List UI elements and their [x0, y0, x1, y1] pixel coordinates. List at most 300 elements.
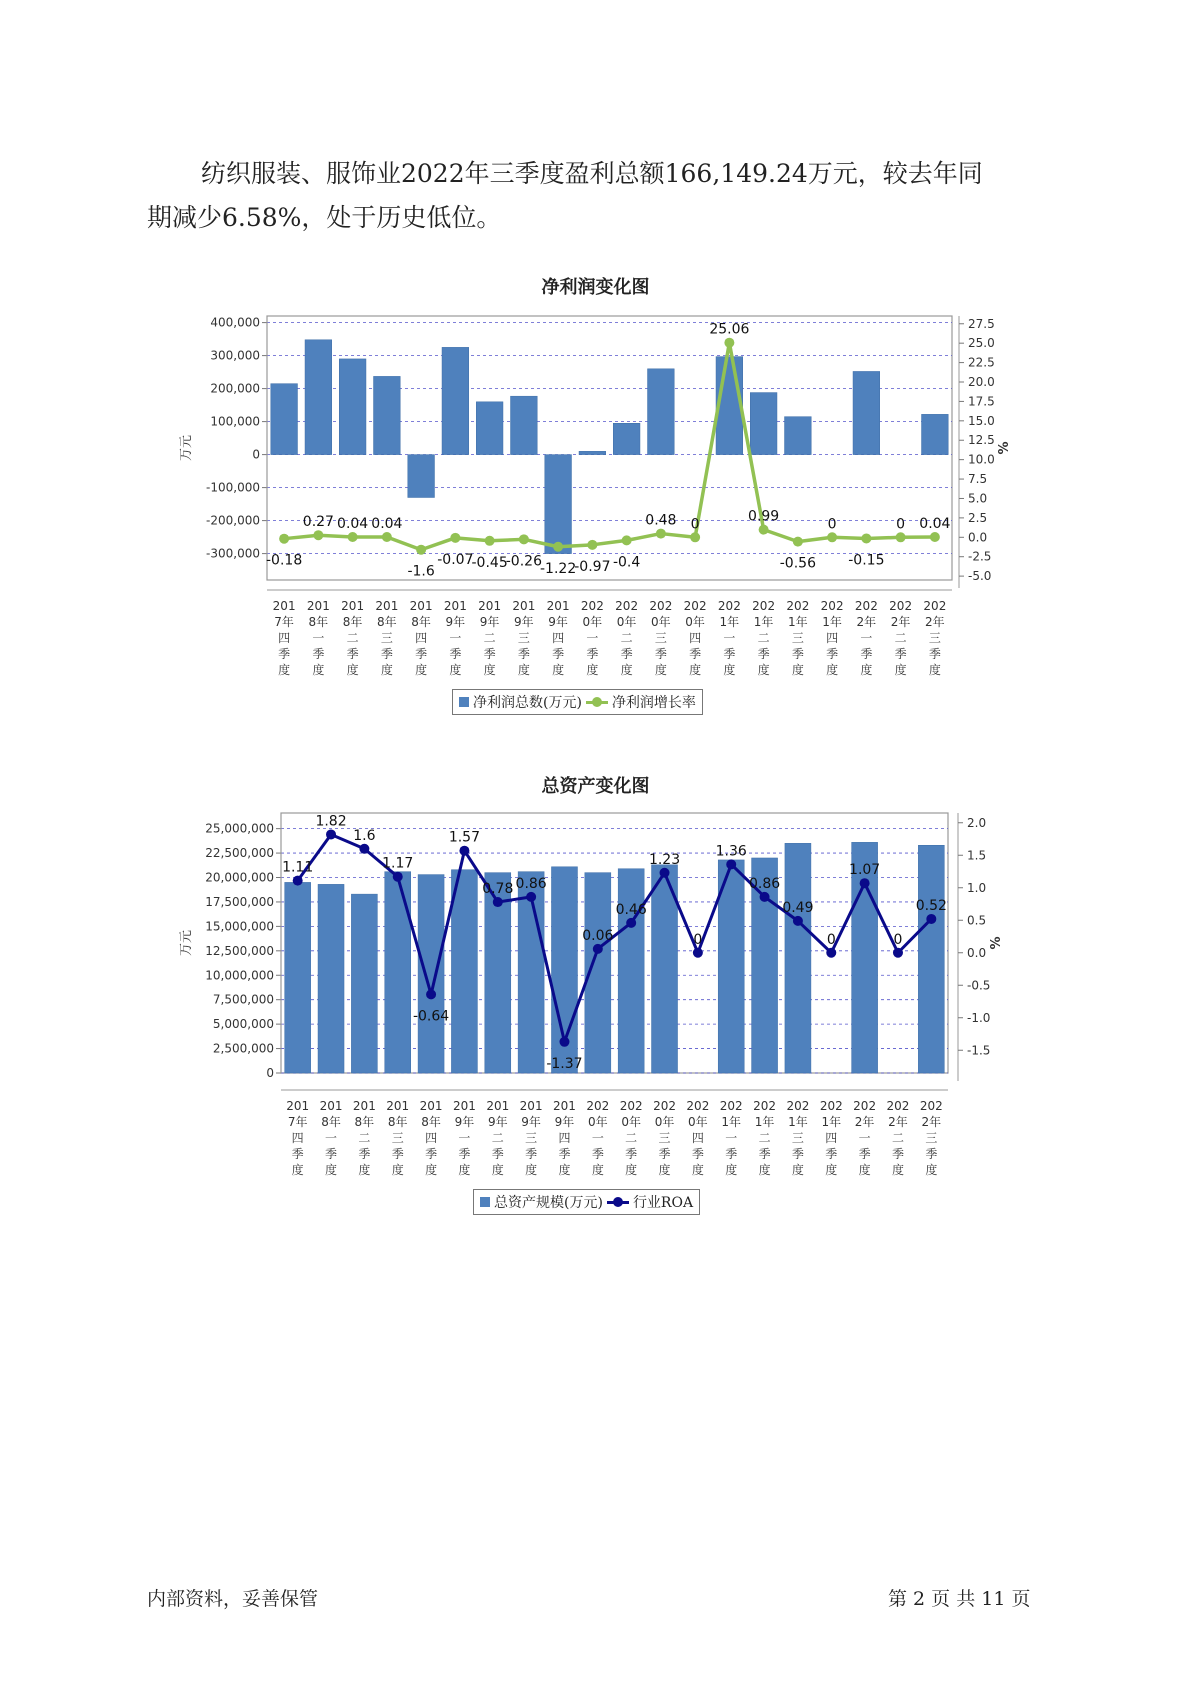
y-tick-label: 0	[252, 447, 260, 462]
legend-line-swatch	[607, 1197, 629, 1207]
x-tick-label: 201	[319, 1099, 343, 1113]
bar	[785, 417, 812, 455]
series-point	[519, 534, 529, 544]
y2-tick-label: 2.5	[968, 510, 988, 525]
x-tick-label: 二	[894, 631, 907, 645]
x-tick-label: 季	[791, 647, 804, 661]
x-tick-label: 度	[725, 1163, 738, 1177]
x-tick-label: 季	[860, 647, 873, 661]
x-tick-label: 8年	[342, 615, 363, 629]
x-tick-label: 8年	[354, 1115, 375, 1129]
data-label: 1.17	[382, 855, 414, 872]
data-label: 0	[693, 931, 703, 948]
bar	[385, 872, 411, 1073]
footer-confidential: 内部资料，妥善保管	[147, 1588, 319, 1610]
x-tick-label: 202	[786, 599, 810, 613]
x-tick-label: 季	[491, 1147, 504, 1161]
data-label: 0.04	[337, 515, 369, 532]
x-tick-label: 度	[654, 663, 667, 677]
x-tick-label: 0年	[621, 1115, 641, 1129]
series-point	[393, 872, 403, 882]
x-tick-label: 三	[791, 631, 804, 645]
x-tick-label: 度	[689, 663, 702, 677]
legend-line-label: 行业ROA	[632, 1195, 694, 1211]
y2-tick-label: 12.5	[968, 433, 995, 448]
series-point	[826, 948, 836, 958]
series-point	[313, 530, 323, 540]
x-tick-label: 季	[689, 647, 702, 661]
series-point	[861, 533, 871, 543]
chart1-legend	[452, 689, 703, 715]
x-tick-label: 度	[591, 1163, 604, 1177]
series-point	[693, 948, 703, 958]
x-tick-label: 202	[653, 1099, 676, 1113]
x-tick-label: 四	[291, 1131, 304, 1145]
x-tick-label: 季	[654, 647, 667, 661]
x-tick-label: 季	[278, 647, 291, 661]
x-tick-label: 度	[791, 1163, 804, 1177]
series-point	[726, 859, 736, 869]
x-tick-label: 2年	[925, 615, 945, 629]
x-tick-label: 202	[649, 599, 673, 613]
y2-tick-label: 20.0	[968, 375, 995, 389]
x-tick-label: 度	[415, 663, 428, 677]
x-tick-label: 季	[691, 1147, 704, 1161]
x-tick-label: 四	[552, 631, 565, 645]
data-label: 1.07	[849, 862, 881, 879]
data-label: 1.57	[448, 829, 481, 846]
x-tick-label: 202	[717, 599, 741, 613]
x-tick-label: 季	[791, 1147, 804, 1161]
x-tick-label: 四	[415, 631, 428, 645]
x-tick-label: 三	[654, 631, 667, 645]
x-tick-label: 度	[517, 663, 530, 677]
series-point	[382, 532, 392, 542]
x-tick-label: 1年	[788, 1115, 808, 1129]
x-tick-label: 2年	[856, 615, 877, 629]
x-tick-label: 8年	[308, 615, 329, 629]
footer-page-number: 第 2 页 共 11 页	[888, 1588, 1031, 1610]
x-tick-label: 202	[853, 1099, 877, 1113]
bar	[442, 347, 469, 454]
x-tick-label: 度	[278, 663, 291, 677]
series-point	[926, 914, 936, 924]
x-tick-label: 一	[723, 631, 736, 645]
x-tick-label: 0年	[588, 1115, 608, 1129]
x-tick-label: 8年	[321, 1115, 341, 1129]
y-tick-label: 100,000	[210, 414, 260, 429]
x-tick-label: 9年	[548, 615, 568, 629]
data-label: -0.97	[574, 558, 611, 575]
bar	[476, 402, 503, 455]
x-tick-label: 201	[272, 599, 296, 613]
plot-area	[281, 813, 948, 1073]
x-tick-label: 季	[358, 1147, 371, 1161]
x-tick-label: 四	[691, 1131, 704, 1145]
summary-line-2: 期减少6.58%，处于历史低位。	[147, 203, 502, 232]
y2-tick-label: 22.5	[968, 355, 995, 370]
x-tick-label: 0年	[651, 615, 671, 629]
x-tick-label: 二	[758, 1131, 771, 1145]
x-tick-label: 201	[546, 599, 570, 613]
x-tick-label: 201	[443, 599, 467, 613]
y-tick-label: 22,500,000	[205, 846, 274, 861]
x-tick-label: 季	[658, 1147, 671, 1161]
chart2-legend	[473, 1189, 700, 1215]
x-tick-label: 三	[517, 631, 530, 645]
data-label: 0.04	[919, 515, 951, 532]
x-tick-label: 202	[919, 1099, 943, 1113]
x-tick-label: 度	[620, 663, 633, 677]
x-tick-label: 季	[325, 1147, 338, 1161]
y-tick-label: -200,000	[206, 513, 260, 528]
y-tick-label: 7,500,000	[212, 992, 274, 1007]
x-tick-label: 四	[689, 631, 702, 645]
data-label: 0.99	[748, 508, 780, 525]
x-tick-label: 9年	[487, 1115, 508, 1129]
x-tick-label: 度	[291, 1163, 304, 1177]
data-label: -0.07	[437, 551, 474, 568]
x-tick-label: 201	[352, 1099, 376, 1113]
x-tick-label: 度	[312, 663, 325, 677]
data-label: 0	[896, 516, 906, 533]
x-tick-label: 7年	[274, 615, 294, 629]
y-tick-label: 300,000	[210, 348, 260, 363]
x-tick-label: 季	[483, 647, 496, 661]
x-tick-label: 1年	[822, 615, 842, 629]
x-tick-label: 1年	[719, 615, 740, 629]
x-tick-label: 度	[391, 1163, 404, 1177]
x-tick-label: 三	[658, 1131, 671, 1145]
x-tick-label: 季	[525, 1147, 538, 1161]
x-tick-label: 四	[558, 1131, 571, 1145]
x-tick-label: 0年	[688, 1115, 708, 1129]
x-tick-label: 9年	[445, 615, 466, 629]
y-axis-title: 万元	[179, 929, 194, 957]
x-tick-label: 三	[380, 631, 393, 645]
data-label: -0.18	[266, 552, 303, 569]
data-label: -0.4	[612, 554, 641, 571]
bar	[408, 455, 435, 498]
x-tick-label: 度	[826, 663, 839, 677]
series-point	[793, 537, 803, 547]
x-tick-label: 202	[786, 1099, 810, 1113]
data-label: 0.27	[302, 514, 334, 531]
y2-tick-label: 27.5	[968, 316, 995, 331]
x-tick-label: 2年	[921, 1115, 942, 1129]
net-profit-chart	[0, 300, 1191, 710]
x-tick-label: 9年	[479, 615, 500, 629]
x-tick-label: 202	[820, 599, 844, 613]
x-tick-label: 202	[753, 1099, 777, 1113]
data-label: 0	[893, 931, 903, 948]
x-tick-label: 季	[291, 1147, 304, 1161]
x-tick-label: 季	[425, 1147, 438, 1161]
bar	[750, 393, 777, 455]
x-tick-label: 度	[346, 663, 359, 677]
x-tick-label: 度	[891, 1163, 904, 1177]
series-point	[660, 868, 670, 878]
y2-axis-title: %	[997, 441, 1012, 455]
data-label: 1.36	[715, 843, 747, 860]
y-tick-label: 15,000,000	[205, 919, 274, 934]
bar	[613, 423, 640, 454]
x-tick-label: 9年	[514, 615, 534, 629]
data-label: 0	[827, 516, 837, 533]
x-tick-label: 202	[615, 599, 639, 613]
series-point	[827, 532, 837, 542]
x-tick-label: 季	[380, 647, 393, 661]
bar	[579, 451, 606, 454]
x-tick-label: 201	[419, 1099, 443, 1113]
x-tick-label: 四	[826, 631, 839, 645]
series-point	[559, 1037, 569, 1047]
x-tick-label: 季	[458, 1147, 471, 1161]
y2-tick-label: -5.0	[968, 569, 992, 584]
series-point	[587, 540, 597, 550]
x-tick-label: 季	[826, 647, 839, 661]
series-point	[760, 892, 770, 902]
x-tick-label: 0年	[582, 615, 603, 629]
x-tick-label: 1年	[821, 1115, 842, 1129]
y-tick-label: 25,000,000	[205, 821, 274, 836]
bar	[922, 414, 949, 454]
bar	[271, 384, 298, 455]
series-point	[930, 532, 940, 542]
x-tick-label: 季	[558, 1147, 571, 1161]
data-label: 1.11	[282, 859, 314, 876]
series-point	[526, 892, 536, 902]
x-tick-label: 季	[858, 1147, 871, 1161]
x-tick-label: 202	[586, 1099, 610, 1113]
bar	[374, 376, 401, 454]
x-tick-label: 度	[894, 663, 907, 677]
x-tick-label: 度	[552, 663, 565, 677]
x-tick-label: 季	[391, 1147, 404, 1161]
x-tick-label: 一	[449, 631, 462, 645]
y2-tick-label: 2.0	[967, 815, 987, 830]
x-tick-label: 度	[791, 663, 804, 677]
bar	[285, 882, 311, 1073]
x-tick-label: 度	[358, 1163, 371, 1177]
bar	[351, 894, 377, 1073]
x-tick-label: 二	[491, 1131, 504, 1145]
x-tick-label: 202	[923, 599, 947, 613]
y2-tick-label: 1.0	[967, 880, 987, 895]
chart2-title: 总资产变化图	[541, 776, 650, 797]
x-tick-label: 201	[452, 1099, 476, 1113]
x-tick-label: 四	[425, 1131, 438, 1145]
x-tick-label: 8年	[421, 1115, 441, 1129]
series-point	[622, 535, 632, 545]
x-tick-label: 度	[757, 663, 770, 677]
x-tick-label: 季	[723, 647, 736, 661]
series-point	[759, 525, 769, 535]
y-tick-label: 200,000	[210, 381, 260, 396]
x-tick-label: 201	[386, 1099, 410, 1113]
y2-tick-label: 1.5	[967, 848, 987, 863]
x-tick-label: 度	[758, 1163, 771, 1177]
x-tick-label: 度	[860, 663, 873, 677]
x-tick-label: 202	[819, 1099, 843, 1113]
x-tick-label: 三	[391, 1131, 404, 1145]
series-point	[279, 534, 289, 544]
x-tick-label: 9年	[554, 1115, 575, 1129]
x-tick-label: 度	[658, 1163, 671, 1177]
chart1-title: 净利润变化图	[541, 277, 650, 298]
data-label: -1.37	[546, 1055, 583, 1072]
series-point	[485, 536, 495, 546]
x-tick-label: 度	[380, 663, 393, 677]
x-tick-label: 度	[525, 1163, 538, 1177]
x-tick-label: 0年	[654, 1115, 675, 1129]
x-tick-label: 季	[891, 1147, 904, 1161]
total-assets-chart	[0, 800, 1191, 1200]
x-tick-label: 202	[752, 599, 776, 613]
x-tick-label: 度	[858, 1163, 871, 1177]
series-point	[326, 829, 336, 839]
x-tick-label: 9年	[521, 1115, 541, 1129]
x-tick-label: 三	[791, 1131, 804, 1145]
series-point	[293, 876, 303, 886]
bar	[618, 869, 644, 1073]
data-label: -0.56	[779, 555, 816, 572]
x-tick-label: 202	[686, 1099, 710, 1113]
x-tick-label: 202	[886, 1099, 910, 1113]
x-tick-label: 201	[286, 1099, 310, 1113]
x-tick-label: 度	[825, 1163, 838, 1177]
y2-tick-label: 25.0	[968, 336, 995, 351]
bar	[339, 359, 366, 455]
x-tick-label: 度	[449, 663, 462, 677]
data-label: 0.46	[615, 901, 647, 918]
data-label: 0.04	[371, 515, 403, 532]
y-tick-label: 400,000	[210, 315, 260, 330]
y-axis-title: 万元	[179, 434, 194, 462]
y2-tick-label: 0.0	[968, 530, 988, 545]
series-point	[793, 916, 803, 926]
x-tick-label: 201	[512, 599, 536, 613]
y-tick-label: 2,500,000	[212, 1041, 274, 1056]
x-tick-label: 季	[928, 647, 941, 661]
x-tick-label: 季	[591, 1147, 604, 1161]
bar	[853, 371, 880, 454]
x-tick-label: 一	[725, 1131, 738, 1145]
x-tick-label: 202	[854, 599, 878, 613]
x-tick-label: 二	[625, 1131, 638, 1145]
y2-tick-label: -0.5	[967, 978, 991, 993]
data-label: -0.45	[471, 554, 508, 571]
y-tick-label: 17,500,000	[205, 894, 274, 909]
x-tick-label: 8年	[377, 615, 397, 629]
x-tick-label: 9年	[454, 1115, 475, 1129]
x-tick-label: 202	[580, 599, 604, 613]
legend-line-label: 净利润增长率	[611, 695, 696, 711]
bar	[648, 369, 675, 455]
x-tick-label: 一	[312, 631, 325, 645]
x-tick-label: 0年	[685, 615, 705, 629]
x-tick-label: 二	[620, 631, 633, 645]
y2-tick-label: -2.5	[968, 549, 992, 564]
series-point	[416, 545, 426, 555]
y2-tick-label: 10.0	[968, 452, 995, 467]
x-tick-label: 201	[486, 1099, 510, 1113]
y-tick-label: 12,500,000	[205, 943, 274, 958]
x-tick-label: 季	[312, 647, 325, 661]
summary-line-1: 纺织服装、服饰业2022年三季度盈利总额166,149.24万元，较去年同	[201, 159, 983, 188]
data-label: 0.49	[782, 899, 814, 916]
legend-bar-label: 总资产规模(万元)	[494, 1195, 603, 1211]
y-tick-label: -100,000	[206, 480, 260, 495]
y-tick-label: -300,000	[206, 546, 260, 561]
series-point	[459, 846, 469, 856]
legend-bar-swatch	[480, 1197, 490, 1207]
x-tick-label: 度	[928, 663, 941, 677]
x-tick-label: 二	[483, 631, 496, 645]
series-point	[426, 989, 436, 999]
series-point	[359, 844, 369, 854]
series-point	[860, 878, 870, 888]
x-tick-label: 季	[925, 1147, 938, 1161]
x-tick-label: 一	[591, 1131, 604, 1145]
x-tick-label: 201	[519, 1099, 543, 1113]
x-tick-label: 202	[719, 1099, 743, 1113]
data-label: 0.48	[645, 512, 677, 529]
data-label: -0.26	[505, 553, 542, 570]
bar	[318, 884, 344, 1073]
data-label: 0.78	[482, 881, 514, 898]
x-tick-label: 8年	[411, 615, 431, 629]
y-tick-label: 5,000,000	[212, 1017, 274, 1032]
y-tick-label: 20,000,000	[205, 870, 274, 885]
x-tick-label: 201	[409, 599, 433, 613]
x-tick-label: 四	[278, 631, 291, 645]
x-tick-label: 季	[415, 647, 428, 661]
data-label: 1.23	[648, 851, 681, 868]
bar	[511, 396, 538, 454]
x-tick-label: 四	[825, 1131, 838, 1145]
series-point	[896, 532, 906, 542]
data-label: 0.86	[748, 875, 781, 892]
x-tick-label: 1年	[788, 615, 808, 629]
series-point	[724, 338, 734, 348]
x-tick-label: 度	[925, 1163, 938, 1177]
x-tick-label: 季	[725, 1147, 738, 1161]
data-label: 0	[690, 516, 700, 533]
y2-tick-label: 0.5	[967, 913, 987, 928]
x-tick-label: 季	[449, 647, 462, 661]
y-tick-label: 10,000,000	[205, 968, 274, 983]
x-tick-label: 201	[341, 599, 365, 613]
x-tick-label: 201	[478, 599, 502, 613]
x-tick-label: 202	[683, 599, 707, 613]
x-tick-label: 2年	[888, 1115, 908, 1129]
series-point	[450, 533, 460, 543]
series-point	[690, 532, 700, 542]
x-tick-label: 一	[858, 1131, 871, 1145]
summary-paragraph	[147, 152, 1047, 240]
x-tick-label: 度	[458, 1163, 471, 1177]
series-point	[348, 532, 358, 542]
data-label: 0.86	[515, 875, 547, 892]
x-tick-label: 三	[925, 1131, 938, 1145]
data-label: -1.22	[540, 560, 577, 577]
x-tick-label: 201	[553, 1099, 576, 1113]
bar	[418, 875, 444, 1073]
x-tick-label: 季	[825, 1147, 838, 1161]
x-tick-label: 度	[483, 663, 496, 677]
x-tick-label: 季	[894, 647, 907, 661]
